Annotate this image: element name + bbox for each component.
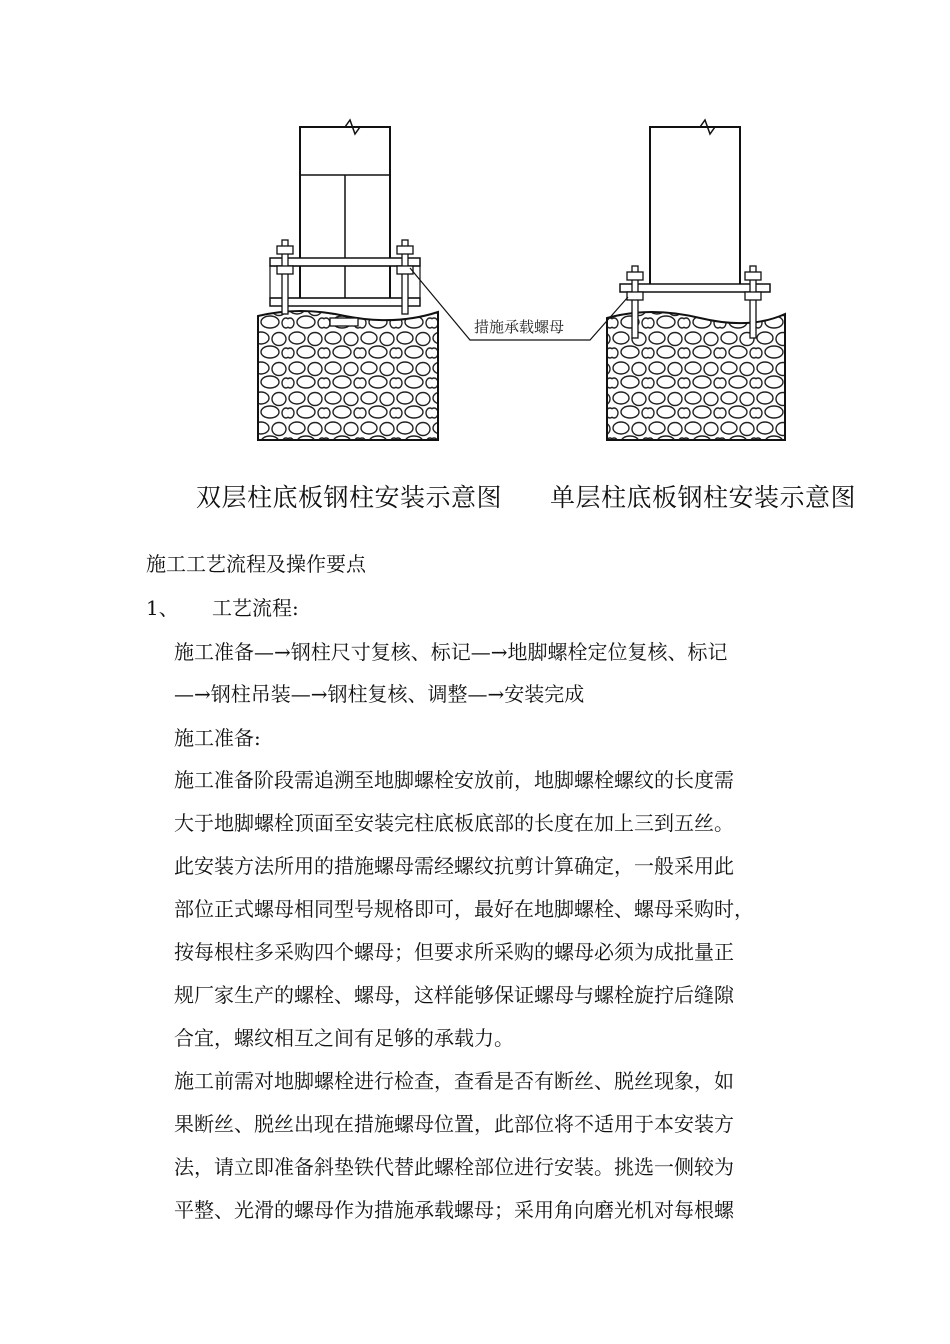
left-lower-plate — [270, 298, 420, 306]
paragraph-line: 部位正式螺母相同型号规格即可，最好在地脚螺栓、螺母采购时， — [174, 897, 754, 921]
paragraph-line: 此安装方法所用的措施螺母需经螺纹抗剪计算确定，一般采用此 — [174, 854, 734, 878]
paragraph-line: 规厂家生产的螺栓、螺母，这样能够保证螺母与螺栓旋拧后缝隙 — [174, 983, 734, 1007]
right-base-plate — [620, 284, 770, 292]
right-column-diagram — [607, 120, 785, 440]
caption-left: 双层柱底板钢柱安装示意图 — [196, 483, 503, 512]
left-foundation — [258, 311, 438, 440]
paragraph-line: 施工准备阶段需追溯至地脚螺栓安放前，地脚螺栓螺纹的长度需 — [174, 768, 734, 792]
diagram-svg — [0, 0, 950, 470]
right-column — [650, 127, 740, 286]
paragraph-line: 按每根柱多采购四个螺母；但要求所采购的螺母必须为成批量正 — [174, 940, 734, 964]
step-title: 工艺流程: — [212, 596, 299, 620]
paragraph-line: 法，请立即准备斜垫铁代替此螺栓部位进行安装。挑选一侧较为 — [174, 1155, 734, 1179]
paragraph-line: 果断丝、脱丝出现在措施螺母位置，此部位将不适用于本安装方 — [174, 1112, 734, 1136]
left-upper-plate — [270, 258, 420, 266]
left-measure-nut — [277, 266, 293, 274]
paragraph-line: 合宜，螺纹相互之间有足够的承载力。 — [174, 1026, 514, 1050]
paragraph-line: 平整、光滑的螺母作为措施承载螺母；采用角向磨光机对每根螺 — [174, 1198, 734, 1222]
nut-label: 措施承载螺母 — [474, 318, 565, 336]
paragraph-line: 施工前需对地脚螺栓进行检查，查看是否有断丝、脱丝现象，如 — [174, 1069, 734, 1093]
right-measure-nut — [627, 292, 643, 300]
left-column-diagram — [258, 120, 438, 440]
section-heading: 施工工艺流程及操作要点 — [146, 552, 366, 576]
paragraph-line: 施工准备—→钢柱尺寸复核、标记—→地脚螺栓定位复核、标记 — [174, 640, 728, 664]
installation-diagram — [0, 0, 950, 520]
step-number: 1、 — [146, 596, 179, 620]
paragraph-line: 施工准备: — [174, 726, 261, 750]
caption-right: 单层柱底板钢柱安装示意图 — [550, 483, 857, 512]
paragraph-line: —→钢柱吊装—→钢柱复核、调整—→安装完成 — [174, 682, 585, 706]
paragraph-line: 大于地脚螺栓顶面至安装完柱底板底部的长度在加上三到五丝。 — [174, 811, 734, 835]
